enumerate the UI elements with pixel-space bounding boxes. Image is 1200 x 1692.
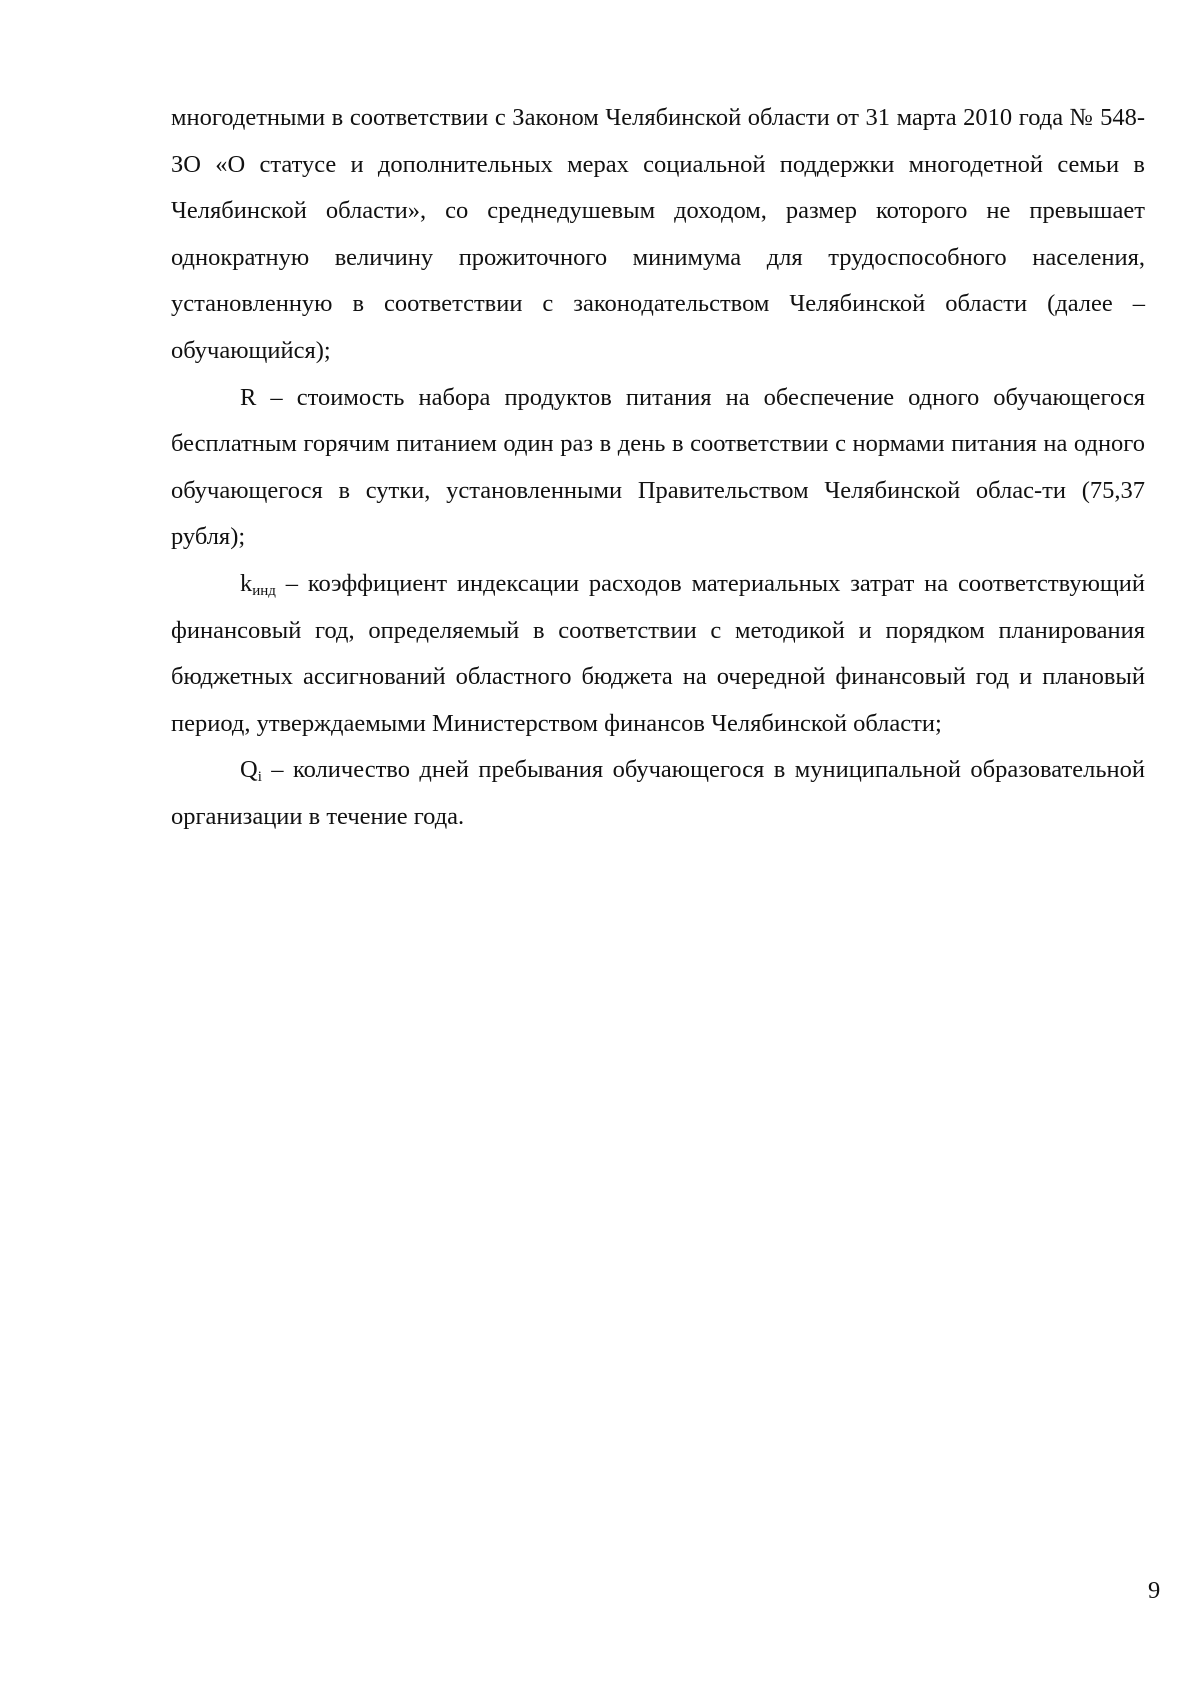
paragraph-eligibility-continued	[171, 95, 1145, 375]
variable-symbol-q	[240, 756, 262, 786]
symbol-subscript: i	[257, 769, 262, 786]
symbol-subscript: инд	[252, 582, 276, 599]
variable-symbol-r: R	[240, 383, 257, 411]
paragraph-definition-qi	[171, 747, 1145, 840]
page-number: 9	[1148, 1577, 1161, 1604]
document-body	[171, 95, 1145, 841]
paragraph-text: многодетными в соответствии с Законом Челябинской области от 31 марта 2010 года № 548-ЗО «О статусе и дополнительных мерах социальной поддержки многодетной семьи в Челябинской области», со среднедушевым доходом, размер которого не превышает однократную величину прожиточного минимума для трудоспособного населения, установленную в соответствии с законодательством Челябинской области (далее – обучающийся);	[171, 104, 1145, 364]
symbol-base: k	[240, 569, 253, 597]
paragraph-definition-kind	[171, 561, 1145, 747]
definition-text-r: – стоимость набора продуктов питания на обеспечение одного обучающегося бесплатным горячим питанием один раз в день в соответствии с нормами питания на одного обучающегося в сутки, установленными Правительством Челябинской облас-ти (75,37 рубля);	[171, 383, 1145, 551]
definition-text-q: – количество дней пребывания обучающегося в муниципальной образовательной организации в течение года.	[171, 756, 1145, 830]
variable-symbol-k	[240, 570, 276, 597]
symbol-base: Q	[240, 756, 258, 784]
definition-text-k: – коэффициент индексации расходов материальных затрат на соответствующий финансовый год, определяемый в соответствии с методикой и порядком планирования бюджетных ассигнований областного бюджета на очередной финансовый год и плановый период, утверждаемыми Министерством финансов Челябинской области;	[171, 569, 1145, 737]
paragraph-definition-r	[171, 375, 1145, 561]
